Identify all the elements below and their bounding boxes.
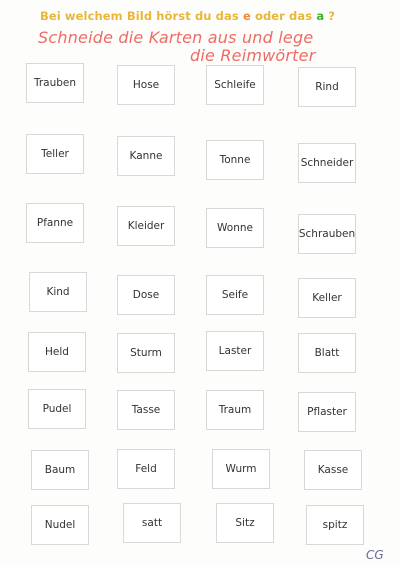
word-card-label: Keller: [312, 292, 342, 304]
word-card[interactable]: [304, 450, 362, 490]
word-card-label: Held: [45, 346, 69, 358]
word-card-label: Pflaster: [307, 406, 347, 418]
word-card-label: Teller: [41, 148, 69, 160]
word-card-label: Sitz: [235, 517, 255, 529]
word-card-label: Kasse: [317, 464, 349, 476]
word-card[interactable]: [31, 450, 89, 490]
word-card[interactable]: [117, 333, 175, 373]
word-card-label: Baum: [44, 464, 76, 476]
word-card-label: Wurm: [225, 463, 257, 475]
word-card[interactable]: [206, 331, 264, 371]
word-card-label: Pfanne: [36, 217, 74, 229]
word-card[interactable]: [298, 143, 356, 183]
word-card[interactable]: [212, 449, 270, 489]
word-card[interactable]: [28, 332, 86, 372]
word-card-label: Laster: [218, 345, 252, 357]
word-card-label: Tasse: [131, 404, 161, 416]
word-card-label: Traum: [218, 404, 252, 416]
word-card-label: Kanne: [129, 150, 163, 162]
word-card-label: Schleife: [214, 79, 256, 91]
word-card[interactable]: [298, 67, 356, 107]
word-card[interactable]: [298, 278, 356, 318]
word-card[interactable]: [117, 275, 175, 315]
instruction-line-1: Schneide die Karten aus und lege: [38, 28, 314, 47]
word-card-label: Schrauben: [298, 228, 356, 240]
word-card[interactable]: [123, 503, 181, 543]
word-card[interactable]: [31, 505, 89, 545]
question-text-1: Bei welchem Bild hörst du das: [40, 9, 239, 23]
word-card-label: Pudel: [42, 403, 72, 415]
word-card-label: Tonne: [219, 154, 251, 166]
word-card-label: Feld: [135, 463, 157, 475]
word-card-label: Sturm: [130, 347, 162, 359]
word-card[interactable]: [117, 449, 175, 489]
word-card-label: Nudel: [44, 519, 76, 531]
word-card-label: Kleider: [127, 220, 165, 232]
word-card[interactable]: [206, 208, 264, 248]
word-card-label: Rind: [315, 81, 339, 93]
word-card[interactable]: [206, 65, 264, 105]
word-card[interactable]: [29, 272, 87, 312]
instruction-line-2: die Reimwörter: [190, 46, 316, 65]
word-card-label: Dose: [132, 289, 160, 301]
question-mark: ?: [328, 9, 336, 23]
word-card-label: Kind: [46, 286, 70, 298]
word-card-label: Schneider: [300, 157, 354, 169]
word-card[interactable]: [117, 136, 175, 176]
word-card[interactable]: [28, 389, 86, 429]
word-card-label: Wonne: [217, 222, 253, 234]
letter-a: a: [316, 9, 325, 23]
word-card[interactable]: [206, 275, 264, 315]
word-card[interactable]: [216, 503, 274, 543]
word-card[interactable]: [26, 203, 84, 243]
word-card-label: Seife: [221, 289, 249, 301]
word-card-label: spitz: [322, 519, 348, 531]
word-card[interactable]: [117, 65, 175, 105]
word-card[interactable]: [117, 206, 175, 246]
word-card[interactable]: [298, 392, 356, 432]
word-card-label: Hose: [132, 79, 160, 91]
question-line: [40, 9, 335, 23]
letter-e: e: [242, 9, 251, 23]
word-card[interactable]: [117, 390, 175, 430]
word-card[interactable]: [206, 390, 264, 430]
author-initials: CG: [366, 548, 384, 562]
word-card[interactable]: [306, 505, 364, 545]
word-card[interactable]: [26, 134, 84, 174]
word-card-label: Blatt: [314, 347, 340, 359]
word-card[interactable]: [206, 140, 264, 180]
word-card-label: satt: [141, 517, 163, 529]
word-card[interactable]: [298, 333, 356, 373]
question-text-2: oder das: [254, 9, 313, 23]
word-card[interactable]: [298, 214, 356, 254]
word-card-label: Trauben: [33, 77, 77, 89]
word-card[interactable]: [26, 63, 84, 103]
